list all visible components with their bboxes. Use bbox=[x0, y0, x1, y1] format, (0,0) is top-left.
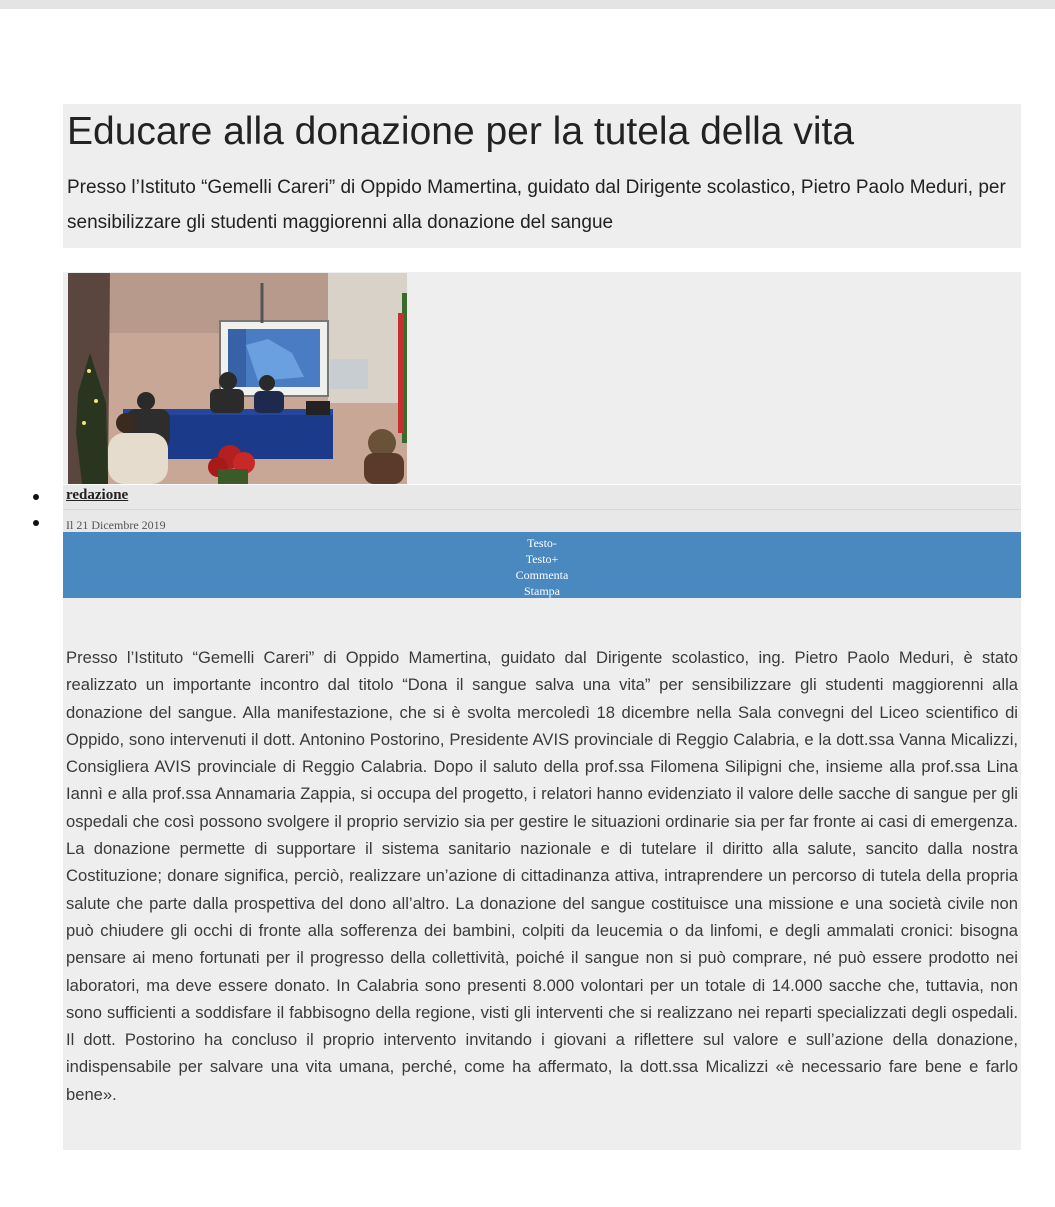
top-bar bbox=[0, 0, 1055, 9]
article-title: Educare alla donazione per la tutela della vita bbox=[67, 110, 855, 153]
article-media bbox=[63, 272, 1021, 484]
print-button[interactable]: Stampa bbox=[524, 584, 560, 598]
list-bullet bbox=[33, 494, 39, 500]
conference-photo[interactable] bbox=[68, 273, 407, 484]
article-body-block bbox=[63, 598, 1021, 1150]
author-link[interactable]: redazione bbox=[66, 487, 129, 503]
comment-button[interactable]: Commenta bbox=[515, 568, 569, 582]
article-subtitle: Presso l’Istituto “Gemelli Careri” di Oppido Mamertina, guidato dal Dirigente scolastico, Pietro Paolo Meduri, per sensibilizzare gli studenti maggiorenni alla donazione del sangue bbox=[67, 177, 1006, 233]
text-smaller-button[interactable]: Testo- bbox=[527, 536, 557, 550]
article-header bbox=[63, 104, 1021, 248]
article-toolbar bbox=[63, 532, 1021, 598]
list-bullet bbox=[33, 520, 39, 526]
publish-date: Il 21 Dicembre 2019 bbox=[66, 518, 166, 532]
text-larger-button[interactable]: Testo+ bbox=[525, 552, 559, 566]
meta-date-row bbox=[63, 510, 1021, 532]
meta-author-row bbox=[63, 485, 1021, 510]
article-body: Presso l’Istituto “Gemelli Careri” di Oppido Mamertina, guidato dal Dirigente scolastico, ing. Pietro Paolo Meduri, è stato realizzato un importante incontro dal titolo “Dona il sangue salva una vita” per sensibilizzare gli studenti maggiorenni alla donazione del sangue. Alla manifestazione, che si è svolta mercoledì 18 dicembre nella Sala convegni del Liceo scientifico di Oppido, sono intervenuti il dott. Antonino Postorino, Presidente AVIS provinciale di Reggio Calabria, e la dott.ssa Vanna Micalizzi, Consigliera AVIS provinciale di Reggio Calabria. Dopo il saluto della prof.ssa Filomena Silipigni che, insieme alla prof.ssa Lina Iannì e alla prof.ssa Annamaria Zappia, si occupa del progetto, i relatori hanno evidenziato il valore delle sacche di sangue per gli ospedali che così possono svolgere il proprio servizio sia per gestire le situazioni ordinarie sia per far fronte ai casi di emergenza. La donazione permette di supportare il sistema sanitario nazionale e di tutelare il diritto alla salute, sancito dalla nostra Costituzione; donare significa, perciò, realizzare un’azione di cittadinanza attiva, intraprendere un percorso di tutela della propria salute che parte dalla prospettiva del dono all’altro. La donazione del sangue costituisce una missione e una società civile non può chiudere gli occhi di fronte alla sofferenza dei bambini, colpiti da leucemia o da linfomi, e degli ammalati cronici: bisogna pensare ai meno fortunati per il progresso della collettività, poiché il sangue non si può comprare, né può essere prodotto nei laboratori, ma deve essere donato. In Calabria sono presenti 8.000 volontari per un totale di 14.000 sacche che, tuttavia, non sono sufficienti a soddisfare il fabbisogno della regione, visti gli interventi che si realizzano nei reparti specializzati degli ospedali. Il dott. Postorino ha concluso il proprio intervento invitando i giovani a riflettere sul valore e sull’azione della donazione, indispensabile per salvare una vita umana, perché, come ha affermato, la dott.ssa Micalizzi «è necessario fare bene e farlo bene». bbox=[66, 648, 1018, 1104]
